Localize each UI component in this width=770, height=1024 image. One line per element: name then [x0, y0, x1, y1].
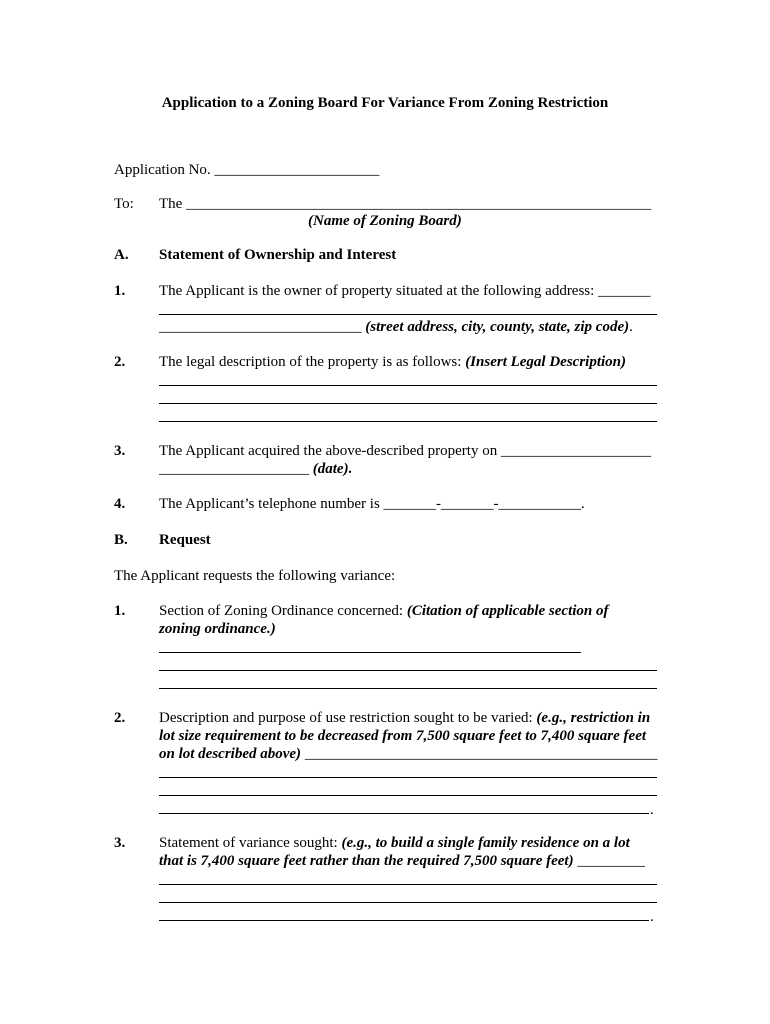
item-b1-note-continued: zoning ordinance.) — [159, 621, 276, 637]
application-number-line: Application No. ______________________ — [114, 162, 380, 178]
item-b1-blank-line — [159, 670, 657, 671]
section-b-letter: B. — [114, 532, 128, 548]
item-b3-line1 — [159, 834, 630, 852]
item-b2-line1 — [159, 709, 650, 727]
item-b1-number: 1. — [114, 603, 126, 619]
item-b1-note: (Citation of applicable section of — [406, 603, 609, 619]
item-a1-text: The Applicant is the owner of property situated at the following address: _______ — [159, 283, 651, 299]
item-a1-address-blank: ___________________________ — [159, 319, 362, 335]
item-a3-date-line — [159, 460, 352, 478]
item-b1-line1 — [159, 602, 609, 620]
section-b-heading: Request — [159, 532, 211, 548]
item-a4-number: 4. — [114, 496, 126, 512]
document-title: Application to a Zoning Board For Variance From Zoning Restriction — [161, 95, 609, 111]
item-a2-blank-line — [159, 403, 657, 404]
item-a3-date-note: (date). — [312, 461, 353, 477]
item-a1-number: 1. — [114, 283, 126, 299]
item-b2-note: (e.g., restriction in — [536, 710, 651, 726]
item-b2-line3 — [159, 745, 657, 763]
item-b3-note: (e.g., to build a single family residence on a lot — [341, 835, 630, 851]
section-a-letter: A. — [114, 247, 129, 263]
item-b2-note-line2: lot size requirement to be decreased from 7,500 square feet to 7,400 square feet — [159, 728, 647, 744]
item-a1-blank-line — [159, 314, 657, 315]
item-a2-line — [159, 353, 626, 371]
to-label: To: — [114, 196, 134, 212]
item-a3-date-blank: ____________________ — [159, 461, 309, 477]
item-a4-text: The Applicant’s telephone number is _______-_______-___________. — [159, 496, 585, 512]
item-b1-blank-line — [159, 652, 581, 653]
item-b3-period: . — [650, 909, 654, 925]
item-b3-note-line2: that is 7,400 square feet rather than the required 7,500 square feet) — [159, 853, 574, 869]
item-b2-blank-line — [159, 777, 657, 778]
section-a-heading: Statement of Ownership and Interest — [159, 247, 397, 263]
item-b2-period: . — [650, 802, 654, 818]
board-name-note: (Name of Zoning Board) — [308, 213, 462, 229]
item-b2-blank-line — [159, 813, 649, 814]
item-b1-blank-line — [159, 688, 657, 689]
item-b3-number: 3. — [114, 835, 126, 851]
item-a2-text: The legal description of the property is as follows: — [159, 354, 466, 370]
item-b3-blank-line — [159, 920, 649, 921]
item-b2-text: Description and purpose of use restriction sought to be varied: — [159, 710, 537, 726]
item-b2-note-line3: on lot described above) — [159, 746, 302, 762]
item-b2-number: 2. — [114, 710, 126, 726]
item-a1-address-end: . — [629, 319, 633, 335]
item-b3-blank-line — [159, 902, 657, 903]
item-b3-blank-line — [159, 884, 657, 885]
item-b2-line3-blank: _______________________________________________ — [301, 746, 658, 762]
item-b2-blank-line — [159, 795, 657, 796]
item-b3-text: Statement of variance sought: — [159, 835, 342, 851]
item-a3-text: The Applicant acquired the above-described property on ____________________ — [159, 443, 651, 459]
item-a3-number: 3. — [114, 443, 126, 459]
item-a1-address-line — [159, 318, 633, 336]
item-a2-note: (Insert Legal Description) — [465, 354, 627, 370]
item-a2-blank-line — [159, 385, 657, 386]
item-b3-line2 — [159, 852, 645, 870]
item-b3-line2-blank: _________ — [573, 853, 645, 869]
to-board-line: The ______________________________________________________________ — [159, 196, 652, 212]
item-b1-text: Section of Zoning Ordinance concerned: — [159, 603, 407, 619]
section-b-intro: The Applicant requests the following variance: — [114, 568, 396, 584]
item-a2-number: 2. — [114, 354, 126, 370]
item-a2-blank-line — [159, 421, 657, 422]
item-a1-address-note: (street address, city, county, state, zip code) — [365, 319, 630, 335]
